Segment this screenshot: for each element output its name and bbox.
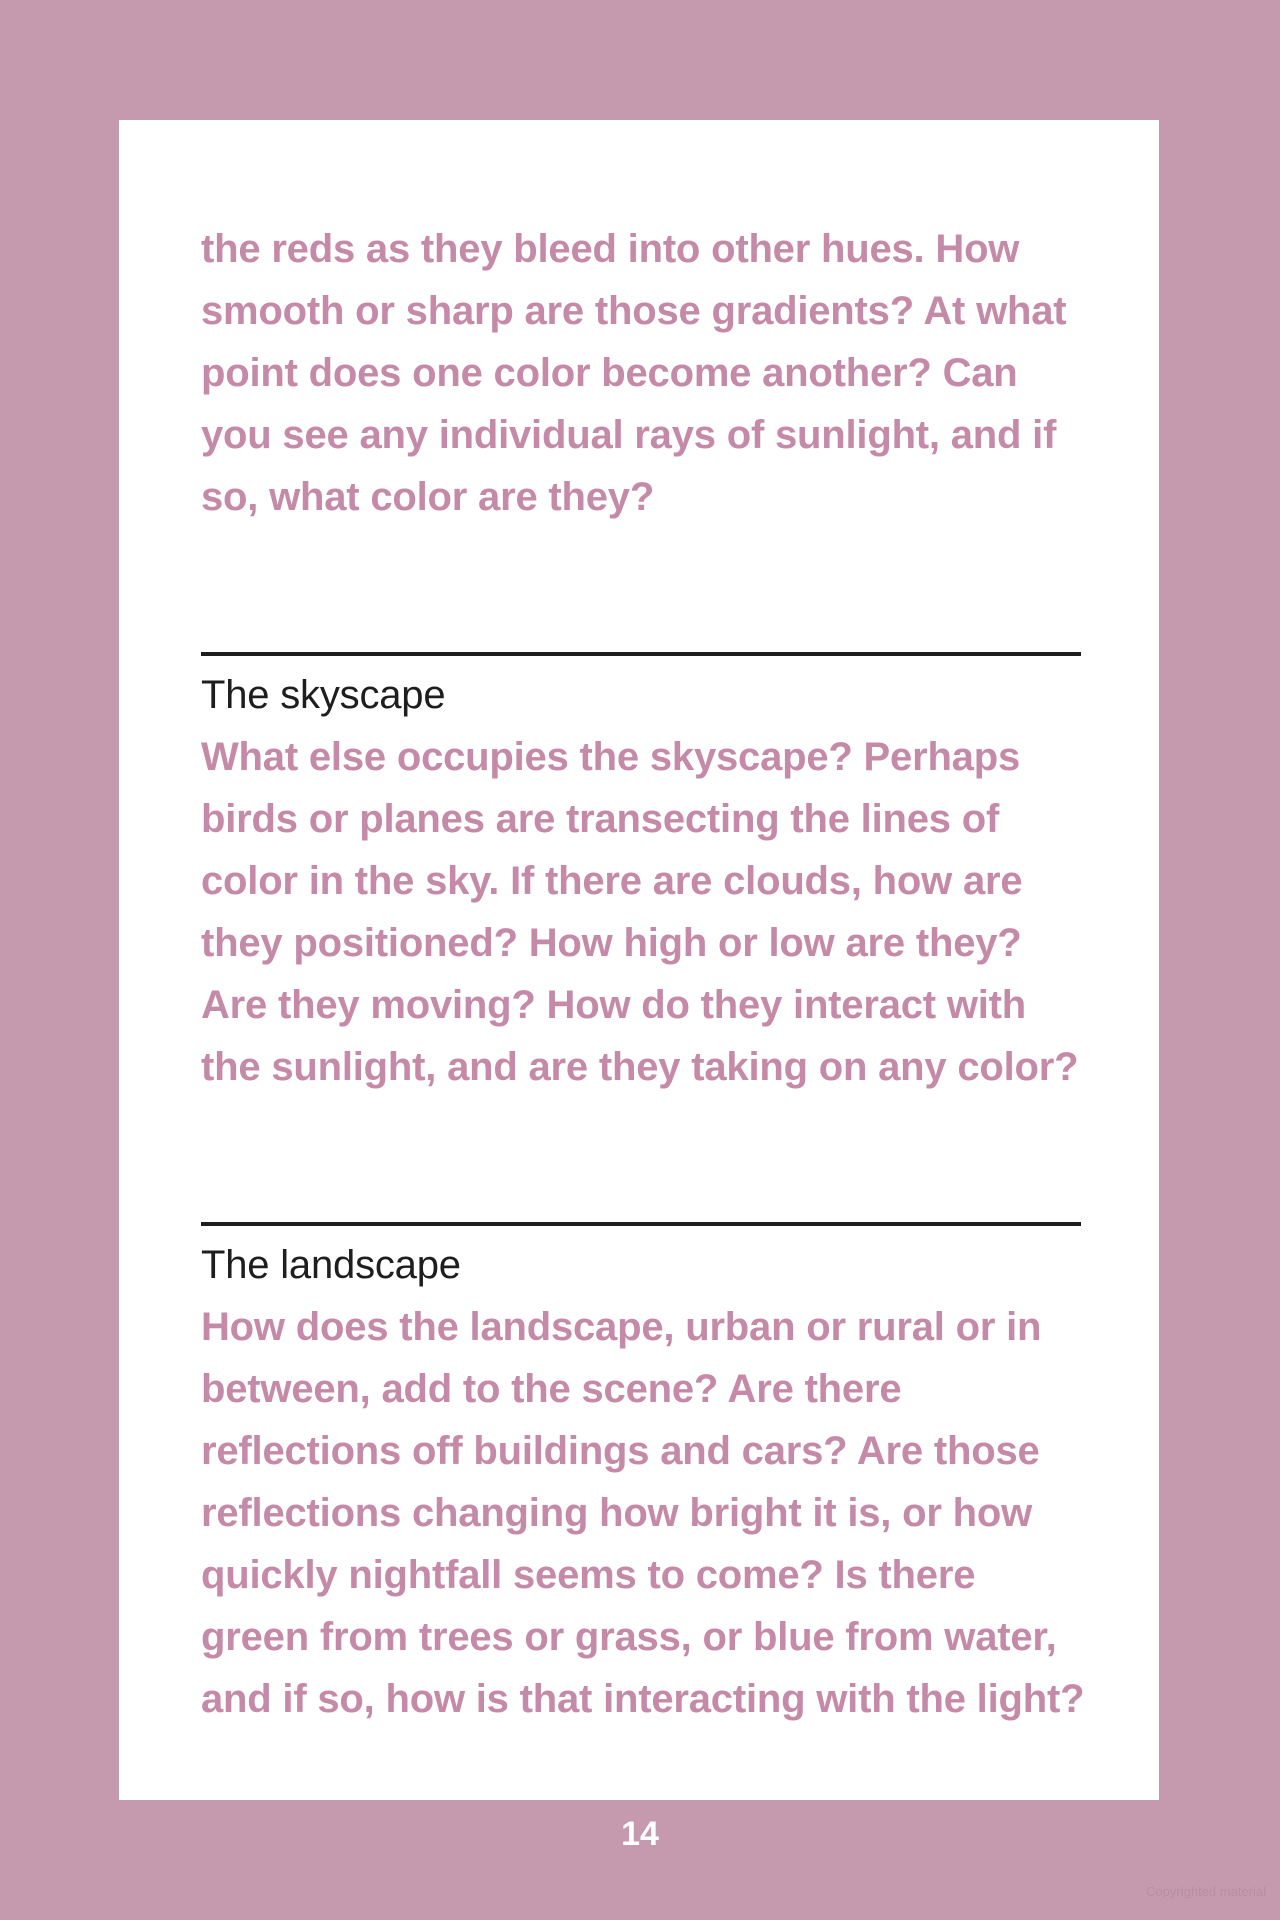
section-landscape: [201, 1222, 1086, 1730]
section-body-skyscape: What else occupies the skyscape? Perhaps birds or planes are transecting the lines of color in the sky. If there are clouds, how are they positioned? How high or low are they? Are they moving? How do they interact with the sunlight, and are they taking on any color?: [201, 735, 1079, 1089]
copyright-watermark: Copyrighted material: [1146, 1884, 1266, 1899]
section-skyscape: [201, 652, 1086, 1098]
page-content: [201, 218, 1086, 1730]
section-divider: [201, 652, 1081, 656]
page-number: 14: [621, 1815, 659, 1853]
section-divider: [201, 1222, 1081, 1226]
section-heading-landscape: The landscape: [201, 1243, 461, 1287]
intro-paragraph: the reds as they bleed into other hues. How smooth or sharp are those gradients? At what point does one color become another? Can you see any individual rays of sunlight, and if so, what color are they?: [201, 227, 1067, 519]
section-body-landscape: How does the landscape, urban or rural or in between, add to the scene? Are there reflections off buildings and cars? Are those reflections changing how bright it is, or how quickly nightfall seems to come? Is there green from trees or grass, or blue from water, and if so, how is that interacting with the light?: [201, 1305, 1085, 1721]
book-page: [119, 120, 1159, 1800]
section-heading-skyscape: The skyscape: [201, 673, 446, 717]
